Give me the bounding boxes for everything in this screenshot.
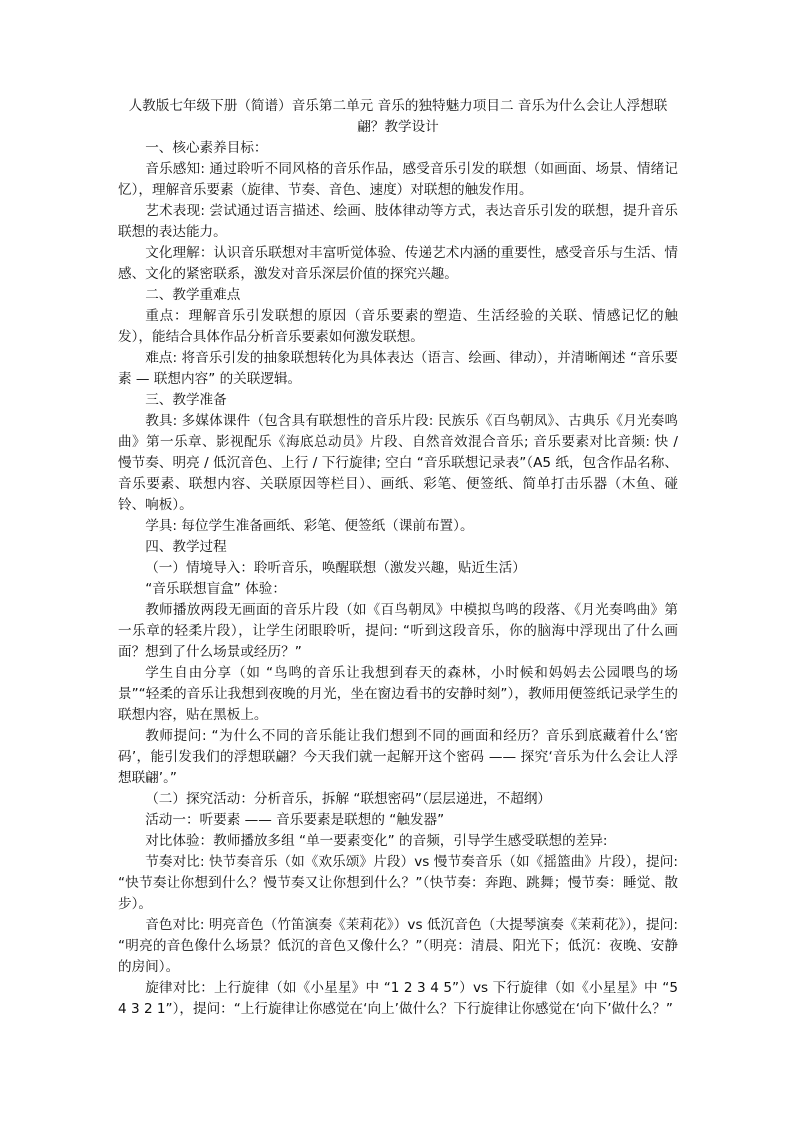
paragraph-teacher-question: 教师提问: “为什么不同的音乐能让我们想到不同的画面和经历？音乐到底藏着什么‘密码’，能引发我们的浮想联翩？今天我们就一起解开这个密码 —— 探究‘音乐为什么会让人浮想联翩’。” — [118, 728, 678, 786]
paragraph-student-share: 学生自由分享（如 “鸟鸣的音乐让我想到春天的森林，小时候和妈妈去公园喂鸟的场景”“轻柔的音乐让我想到夜晚的月光，坐在窗边看书的安静时刻”），教师用便签纸记录学生的联想内容，贴在黑板上。 — [118, 665, 678, 723]
document-page — [118, 96, 678, 1020]
paragraph-rhythm-contrast: 节奏对比: 快节奏音乐（如《欢乐颂》片段）vs 慢节奏音乐（如《摇篮曲》片段），提问: “快节奏让你想到什么？慢节奏又让你想到什么？”（快节奏：奔跑、跳舞；慢节奏：睡觉、散步）。 — [118, 854, 678, 912]
section-heading-preparation: 三、教学准备 — [145, 392, 227, 408]
paragraph-cultural-understanding: 文化理解：认识音乐联想对丰富听觉体验、传递艺术内涵的重要性，感受音乐与生活、情感、文化的紧密联系，激发对音乐深层价值的探究兴趣。 — [118, 245, 678, 282]
paragraph-melody-contrast: 旋律对比：上行旋律（如《小星星》中 “1 2 3 4 5”）vs 下行旋律（如《小星星》中 “5 4 3 2 1”），提问：“上行旋律让你感觉在‘向上’做什么？下行旋律让你感觉在‘向下’做什么？” — [118, 980, 678, 1017]
paragraph-activity-one: 活动一：听要素 —— 音乐要素是联想的 “触发器” — [145, 812, 445, 828]
subheading-introduction: （一）情境导入：聆听音乐，唤醒联想（激发兴趣，贴近生活） — [145, 560, 526, 576]
paragraph-artistic-expression: 艺术表现: 尝试通过语言描述、绘画、肢体律动等方式，表达音乐引发的联想，提升音乐联想的表达能力。 — [118, 203, 678, 240]
paragraph-blind-box: “音乐联想盲盒” 体验： — [145, 581, 286, 597]
paragraph-difficulty: 难点: 将音乐引发的抽象联想转化为具体表达（语言、绘画、律动），并清晰阐述 “音乐要素 — 联想内容” 的关联逻辑。 — [118, 350, 678, 387]
paragraph-teaching-aids: 教具: 多媒体课件（包含具有联想性的音乐片段: 民族乐《百鸟朝凤》、古典乐《月光奏鸣曲》第一乐章、影视配乐《海底总动员》片段、自然音效混合音乐; 音乐要素对比音频: 快 / 慢节奏、明亮 / 低沉音色、上行 / 下行旋律; 空白 “音乐联想记录表”（A5 纸，包含作品名称、音乐要素、联想内容、关联原因等栏目）、画纸、彩笔、便签纸、简单打击乐器（木鱼、碰铃、响板）。 — [118, 413, 678, 513]
document-title: 人教版七年级下册（简谱）音乐第二单元 音乐的独特魅力项目二 音乐为什么会让人浮想联翩？教学设计 — [128, 98, 668, 135]
paragraph-student-materials: 学具: 每位学生准备画纸、彩笔、便签纸（课前布置）。 — [145, 518, 474, 534]
section-heading-process: 四、教学过程 — [145, 539, 227, 555]
subheading-exploration: （二）探究活动：分析音乐，拆解 “联想密码”（层层递进，不超纲） — [145, 791, 552, 807]
paragraph-contrast-experience: 对比体验：教师播放多组 “单一要素变化” 的音频，引导学生感受联想的差异: — [145, 833, 608, 849]
section-heading-objectives: 一、核心素养目标： — [145, 140, 268, 156]
paragraph-key-point: 重点：理解音乐引发联想的原因（音乐要素的塑造、生活经验的关联、情感记忆的触发），能结合具体作品分析音乐要素如何激发联想。 — [118, 308, 678, 345]
section-heading-key-points: 二、教学重难点 — [145, 287, 241, 303]
paragraph-timbre-contrast: 音色对比: 明亮音色（竹笛演奏《茉莉花》）vs 低沉音色（大提琴演奏《茉莉花》），提问: “明亮的音色像什么场景？低沉的音色又像什么？”（明亮：清晨、阳光下；低沉：夜晚、安静的房间）。 — [118, 917, 678, 975]
paragraph-teacher-plays: 教师播放两段无画面的音乐片段（如《百鸟朝凤》中模拟鸟鸣的段落、《月光奏鸣曲》第一乐章的轻柔片段），让学生闭眼聆听，提问: “听到这段音乐，你的脑海中浮现出了什么画面？想到了什么场景或经历？” — [118, 602, 678, 660]
paragraph-music-perception: 音乐感知: 通过聆听不同风格的音乐作品，感受音乐引发的联想（如画面、场景、情绪记忆），理解音乐要素（旋律、节奏、音色、速度）对联想的触发作用。 — [118, 161, 678, 198]
